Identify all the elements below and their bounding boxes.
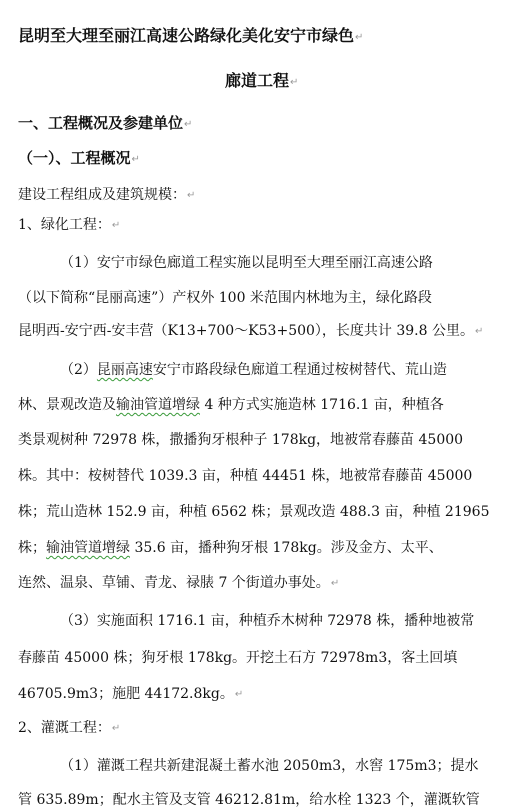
paragraph-mark: ↵: [330, 578, 340, 589]
paragraph-3-line: （3）实施面积 1716.1 亩，种植乔木树种 72978 株，播种地被常: [60, 613, 475, 629]
paragraph-1-line: （以下简称“昆丽高速”）产权外 100 米范围内林地为主，绿化路段: [18, 290, 432, 306]
paragraph-mark: ↵: [111, 723, 121, 734]
paragraph-2-line: 林、景观改造及输油管道增绿 4 种方式实施造林 1716.1 亩，种植各: [18, 397, 444, 413]
paragraph-2-line: 株；荒山造林 152.9 亩，种植 6562 株；景观改造 488.3 亩，种植 21965: [18, 504, 490, 520]
spellcheck-underline-text: 输油管道增绿: [46, 540, 130, 556]
paragraph-mark: ↵: [355, 32, 364, 43]
document-title-line-2: 廊道工程↵: [225, 71, 299, 90]
paragraph-2-line: 连然、温泉、草铺、青龙、禄脿 7 个街道办事处。↵: [18, 575, 340, 591]
document-title-line-1: 昆明至大理至丽江高速公路绿化美化安宁市绿色↵: [18, 26, 364, 45]
paragraph-2-line: （2）昆丽高速安宁市路段绿色廊道工程通过桉树替代、荒山造: [60, 362, 447, 378]
paragraph-2-line: 株。其中：桉树替代 1039.3 亩，种植 44451 株，地被常春藤苗 45000: [18, 468, 473, 484]
paragraph-2-line: 类景观树种 72978 株，撒播狗牙根种子 178kg，地被常春藤苗 45000: [18, 432, 464, 448]
paragraph-mark: ↵: [474, 326, 484, 337]
paragraph-mark: ↵: [184, 119, 193, 130]
paragraph-4-line: 管 635.89m；配水主管及支管 46212.81m，给水栓 1323 个，灌溉软管: [18, 792, 480, 808]
paragraph-3-line: 春藤苗 45000 株；狗牙根 178kg。开挖土石方 72978m3，客土回填: [18, 650, 458, 666]
paragraph-1-line: （1）安宁市绿色廊道工程实施以昆明至大理至丽江高速公路: [60, 255, 433, 271]
paragraph-2-line: 株；输油管道增绿 35.6 亩，播种狗牙根 178kg。涉及金方、太平、: [18, 540, 443, 556]
paragraph-mark: ↵: [131, 154, 140, 165]
spellcheck-underline-text: 昆丽高速: [96, 362, 153, 378]
paragraph-mark: ↵: [187, 190, 196, 201]
subsection-heading: （一）、工程概况↵: [18, 149, 140, 167]
item-heading-greening: 1、绿化工程：↵: [18, 217, 121, 233]
paragraph-mark: ↵: [111, 220, 121, 231]
paragraph-3-line: 46705.9m3；施肥 44172.8kg。↵: [18, 686, 244, 702]
paragraph-mark: ↵: [234, 689, 244, 700]
intro-text: 建设工程组成及建筑规模：↵: [18, 187, 196, 203]
spellcheck-underline-text: 输油管道增绿: [116, 397, 200, 413]
paragraph-4-line: （1）灌溉工程共新建混凝土蓄水池 2050m3，水窖 175m3；提水: [60, 758, 479, 774]
paragraph-1-line: 昆明西-安宁西-安丰营（K13+700～K53+500），长度共计 39.8 公里。↵: [18, 323, 484, 339]
section-heading: 一、工程概况及参建单位↵: [18, 114, 193, 132]
paragraph-mark: ↵: [290, 77, 299, 88]
item-heading-irrigation: 2、灌溉工程：↵: [18, 720, 121, 736]
